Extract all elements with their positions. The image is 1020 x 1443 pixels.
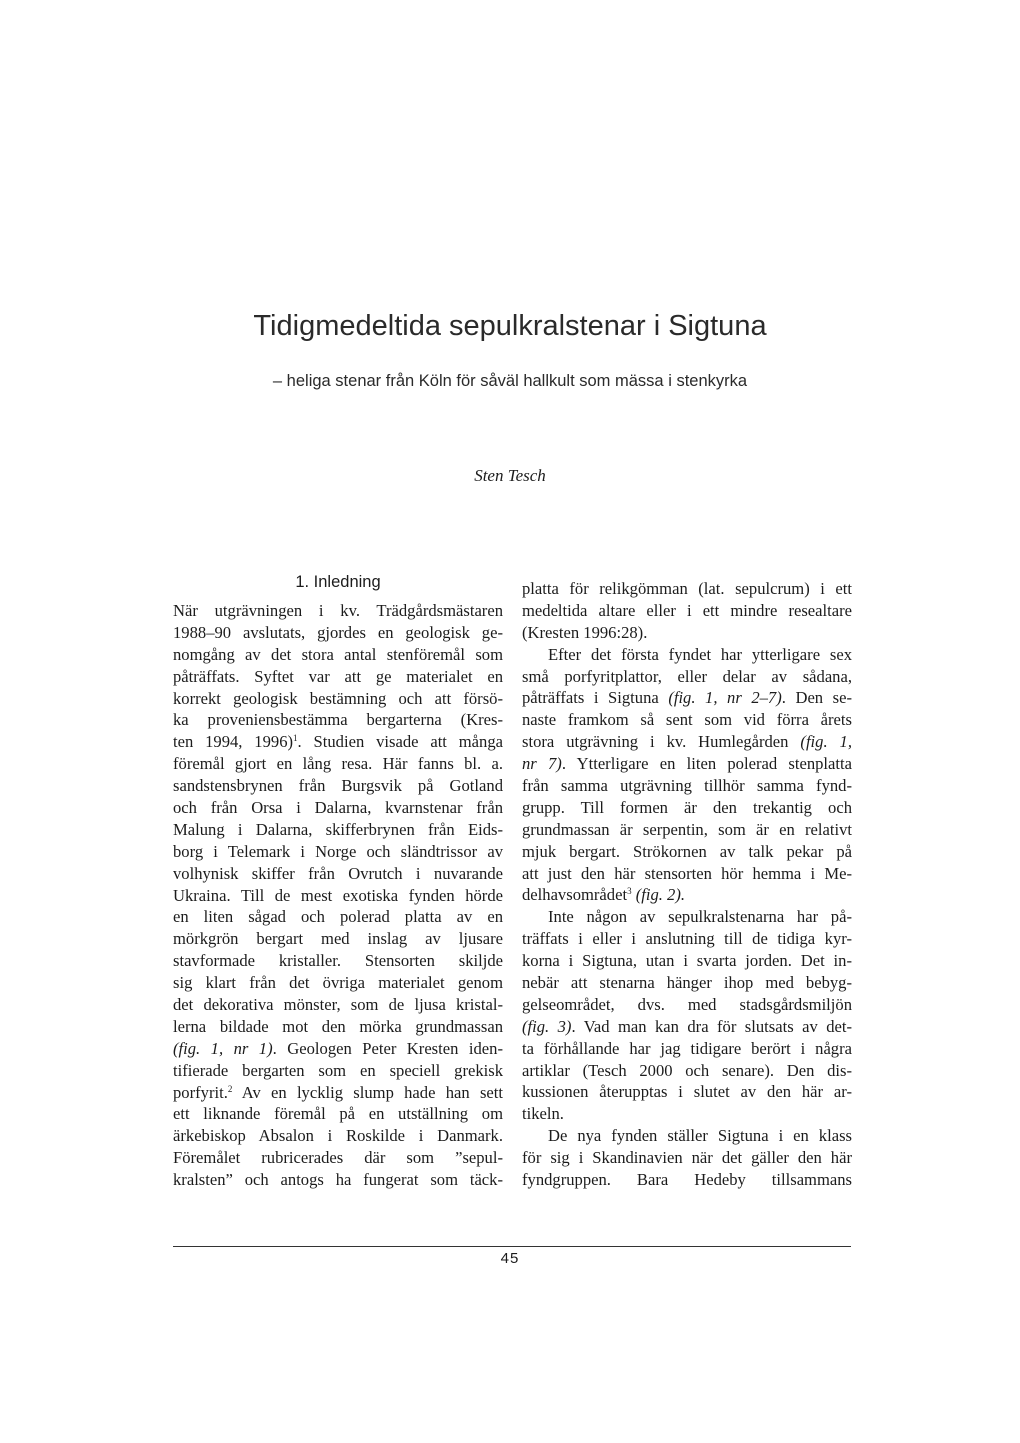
text-line: sig klart från det övriga materialet genom bbox=[173, 973, 503, 993]
text-line: grundmassan är serpentin, som är en relativt bbox=[522, 819, 852, 839]
right-column bbox=[522, 578, 852, 1191]
text-line: grupp. Till formen är den trekantig och bbox=[522, 797, 852, 817]
section-heading: 1. Inledning bbox=[295, 573, 381, 591]
text-line: mörkgrön bergart med inslag av ljusare bbox=[173, 929, 503, 949]
text-fragment: . Ytterligare en liten polerad stenplatta bbox=[561, 754, 852, 774]
text-fragment: Av en lycklig slump hade han sett bbox=[232, 1082, 503, 1102]
text-line: ärkebiskop Absalon i Roskilde i Danmark. bbox=[173, 1126, 503, 1146]
text-fragment: . Den se- bbox=[781, 688, 852, 708]
text-line: nebär att stenarna hänger ihop med bebyg- bbox=[522, 973, 852, 993]
text-line: sandstensbrynen från Burgsvik på Gotland bbox=[173, 776, 503, 796]
footer-rule bbox=[173, 1246, 851, 1247]
figure-reference: nr 7) bbox=[522, 754, 562, 774]
text-line: kralsten” och antogs ha fungerat som täck- bbox=[173, 1170, 503, 1190]
text-line: artiklar (Tesch 2000 och senare). Den dis- bbox=[522, 1060, 852, 1080]
text-line: gelseområdet, dvs. med stadsgårdsmiljön bbox=[522, 994, 852, 1014]
text-line: Efter det första fyndet har ytterligare sex bbox=[548, 644, 852, 664]
text-line: fyndgruppen. Bara Hedeby tillsammans bbox=[522, 1170, 852, 1190]
text-line: påträffats. Syftet var att ge materialet en bbox=[173, 666, 503, 686]
text-line: lerna bildade mot den mörka grundmassan bbox=[173, 1016, 503, 1036]
figure-reference: (fig. 3) bbox=[522, 1016, 572, 1036]
left-column bbox=[173, 573, 503, 1191]
text-line: kussionen återupptas i slutet av den här ar- bbox=[522, 1082, 852, 1102]
text-line bbox=[522, 731, 852, 753]
text-fragment: delhavsområdet bbox=[522, 885, 628, 905]
text-line: ta förhållande har jag tidigare berört i några bbox=[522, 1038, 852, 1058]
text-line bbox=[173, 1038, 503, 1060]
text-line: 1988–90 avslutats, gjordes en geologisk ge- bbox=[173, 622, 503, 642]
text-line: tikeln. bbox=[522, 1104, 564, 1124]
text-line: borg i Telemark i Norge och sländtrissor av bbox=[173, 841, 503, 861]
text-line: korrekt geologisk bestämning och att försö- bbox=[173, 688, 503, 708]
text-line: ett liknande föremål på en utställning om bbox=[173, 1104, 503, 1124]
text-line: ka proveniensbestämma bergarterna (Kres- bbox=[173, 710, 503, 730]
text-line bbox=[173, 1082, 503, 1104]
footnote-ref-1: 1 bbox=[293, 733, 298, 744]
text-line: små porfyritplattor, eller delar av sådana, bbox=[522, 666, 852, 686]
figure-reference: (fig. 1, nr 1) bbox=[173, 1038, 273, 1058]
text-line: platta för relikgömman (lat. sepulcrum) i ett bbox=[522, 579, 852, 598]
text-line: det dekorativa mönster, som de ljusa kristal- bbox=[173, 995, 503, 1015]
page-number: 45 bbox=[500, 1250, 520, 1267]
text-line bbox=[522, 884, 852, 906]
text-line: stavformade kristaller. Stensorten skiljde bbox=[173, 951, 503, 971]
text-line: När utgrävningen i kv. Trädgårdsmästaren bbox=[173, 601, 503, 620]
text-line: De nya fynden ställer Sigtuna i en klass bbox=[548, 1126, 852, 1146]
text-line: nomgång av det stora antal stenföremål som bbox=[173, 644, 503, 664]
text-line: en liten sågad och polerad platta av en bbox=[173, 907, 503, 927]
text-line: föremål gjort en lång resa. Här fanns bl. a. bbox=[173, 754, 503, 774]
text-line: från samma utgrävning tillhör samma fynd- bbox=[522, 776, 852, 796]
text-line bbox=[173, 731, 503, 753]
text-line: Ukraina. Till de mest exotiska fynden hörde bbox=[173, 885, 503, 905]
text-line: för sig i Skandinavien när det gäller den här bbox=[522, 1148, 852, 1168]
text-line: Föremålet rubricerades där som ”sepul- bbox=[173, 1148, 503, 1168]
text-line: tifierade bergarten som en speciell grekisk bbox=[173, 1060, 503, 1080]
text-fragment: porfyrit. bbox=[173, 1082, 228, 1102]
author-name: Sten Tesch bbox=[474, 466, 546, 485]
footnote-ref-2: 2 bbox=[227, 1083, 233, 1094]
text-line: korna i Sigtuna, utan i svarta jorden. Det in- bbox=[522, 951, 852, 971]
text-line bbox=[522, 687, 852, 709]
text-line: och från Orsa i Dalarna, kvarnstenar från bbox=[173, 798, 503, 818]
text-line bbox=[522, 1016, 852, 1038]
text-line: (Kresten 1996:28). bbox=[522, 622, 648, 642]
figure-reference: (fig. 1, bbox=[800, 732, 852, 752]
text-line: Inte någon av sepulkralstenarna har på- bbox=[548, 907, 852, 927]
text-fragment: . Vad man kan dra för slutsats av det- bbox=[571, 1016, 852, 1036]
figure-reference: (fig. 1, nr 2–7) bbox=[668, 688, 782, 708]
text-line bbox=[522, 753, 852, 775]
figure-reference: (fig. 2). bbox=[631, 885, 686, 905]
text-line: mjuk bergart. Strökornen av talk pekar på bbox=[522, 841, 852, 861]
text-line: volhynisk skiffer från Ovrutch i nuvarande bbox=[173, 863, 503, 883]
text-line: naste framkom så sent som vid förra årets bbox=[522, 710, 852, 730]
text-fragment: stora utgrävning i kv. Humlegården bbox=[522, 732, 801, 752]
footnote-ref-3: 3 bbox=[627, 886, 632, 897]
text-fragment: ten 1994, 1996) bbox=[173, 732, 294, 752]
text-line: Malung i Dalarna, skifferbrynen från Eids- bbox=[173, 819, 503, 839]
text-fragment: . Geologen Peter Kresten iden- bbox=[272, 1038, 503, 1058]
article-title: Tidigmedeltida sepulkralstenar i Sigtuna bbox=[253, 310, 767, 342]
text-line: träffats i eller i anslutning till de tidiga kyr- bbox=[522, 929, 852, 949]
text-fragment: påträffats i Sigtuna bbox=[522, 688, 669, 708]
article-subtitle: – heliga stenar från Köln för såväl hallkult som mässa i stenkyrka bbox=[272, 372, 748, 390]
text-fragment: . Studien visade att många bbox=[297, 732, 503, 752]
text-line: medeltida altare eller i ett mindre resealtare bbox=[522, 600, 852, 620]
text-line: att just den här stensorten hör hemma i Me- bbox=[522, 863, 852, 883]
